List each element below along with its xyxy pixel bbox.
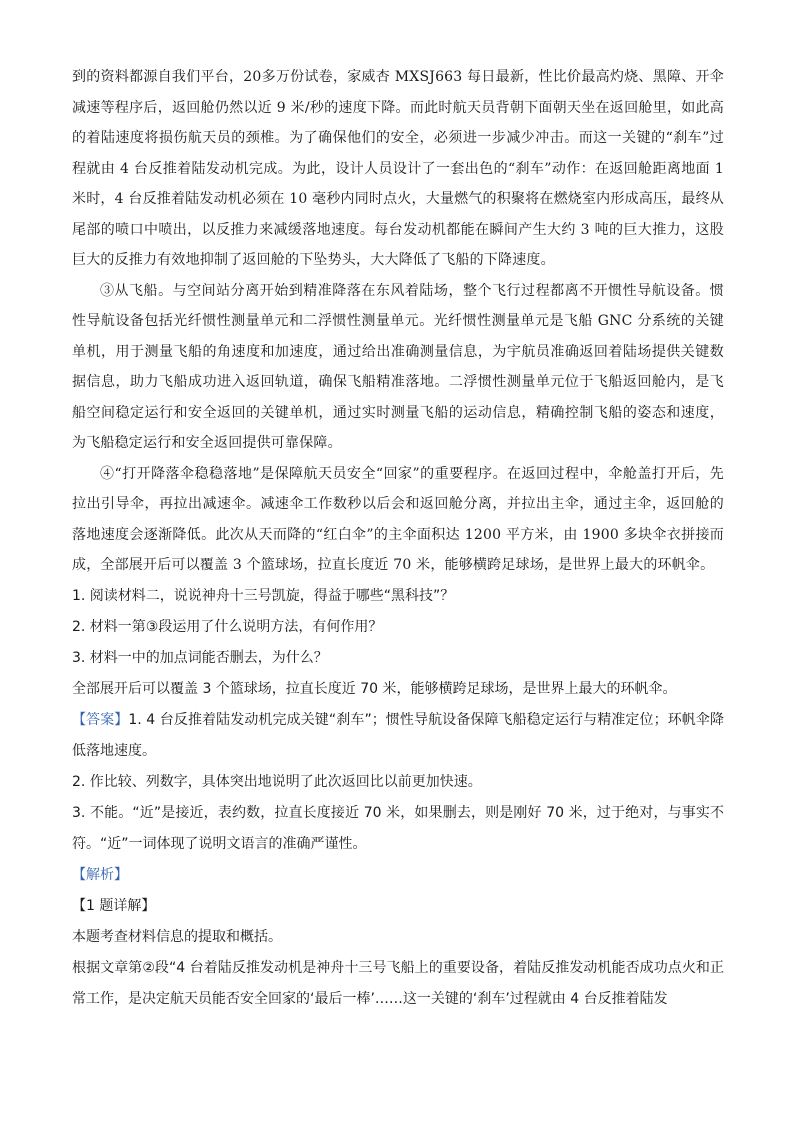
material-paragraph-4: ④“打开降落伞稳稳落地”是保障航天员安全“回家”的重要程序。在返回过程中，伞舱盖打开后，先拉出引导伞，再拉出减速伞。减速伞工作数秒以后会和返回舱分离，并拉出主伞，通过主伞，返回舱的落地速度会逐渐降低。此次从天而降的“红白伞”的主伞面积达 1200 平方米，由 1900 多块伞衣拼接而成，全部展开后可以覆盖 3 个篮球场，拉直长度近 70 米，能够横跨足球场，是世界上最大的环帆伞。 — [72, 465, 724, 573]
quoted-sentence: 全部展开后可以覆盖 3 个篮球场，拉直长度近 70 米，能够横跨足球场，是世界上最大的环帆伞。 — [72, 680, 677, 697]
analysis-label: 【解析】 — [72, 866, 128, 883]
answer-1 — [72, 705, 724, 767]
page-content — [72, 62, 724, 1015]
question-1: 1. 阅读材料二，说说神舟十三号凯旋，得益于哪些“黑科技”？ — [72, 587, 455, 604]
analysis-q1-intro: 本题考查材料信息的提取和概括。 — [72, 928, 282, 945]
answer-1-text: 1. 4 台反推着陆发动机完成关键“刹车”；惯性导航设备保障飞船稳定运行与精准定位；环帆伞降低落地速度。 — [72, 711, 725, 759]
material-paragraph-2: 到的资料都源自我们平台，20多万份试卷，家威杏 MXSJ663 每日最新，性比价最高灼烧、黑障、开伞减速等程序后，返回舱仍然以近 9 米/秒的速度下降。而此时航天员背朝下面朝天坐在返回舱里，如此高的着陆速度将损伤航天员的颈椎。为了确保他们的安全，必须进一步减少冲击。而这一关键的“刹车”过程就由 4 台反推着陆发动机完成。为此，设计人员设计了一套出色的“刹车”动作：在返回舱距离地面 1 米时，4 台反推着陆发动机必须在 10 毫秒内同时点火，大量燃气的积聚将在燃烧室内形成高压，最终从尾部的喷口中喷出，以反推力来减缓落地速度。每台发动机都能在瞬间产生大约 3 吨的巨大推力，这股巨大的反推力有效地抑制了返回舱的下坠势头，大大降低了飞船的下降速度。 — [72, 69, 724, 268]
analysis-q1-heading: 【1 题详解】 — [72, 897, 156, 914]
material-paragraph-3: ③从飞船。与空间站分离开始到精准降落在东风着陆场，整个飞行过程都离不开惯性导航设备。惯性导航设备包括光纤惯性测量单元和二浮惯性测量单元。光纤惯性测量单元是飞船 GNC 分系统的关键单机，用于测量飞船的角速度和加速度，通过给出准确测量信息，为宇航员准确返回着陆场提供关键数据信息，助力飞船成功进入返回轨道，确保飞船精准落地。二浮惯性测量单元位于飞船返回舱内，是飞船空间稳定运行和安全返回的关键单机，通过实时测量飞船的运动信息，精确控制飞船的姿态和速度，为飞船稳定运行和安全返回提供可靠保障。 — [72, 282, 724, 451]
answer-3: 3. 不能。“近”是接近，表约数，拉直长度接近 70 米，如果删去，则是刚好 70 米，过于绝对，与事实不符。“近”一词体现了说明文语言的准确严谨性。 — [72, 804, 724, 852]
answer-label: 【答案】 — [72, 711, 129, 728]
answer-2: 2. 作比较、列数字，具体突出地说明了此次返回比以前更加快速。 — [72, 773, 482, 790]
question-2: 2. 材料一第③段运用了什么说明方法，有何作用？ — [72, 618, 383, 635]
question-3: 3. 材料一中的加点词能否删去，为什么？ — [72, 649, 328, 666]
analysis-q1-body: 根据文章第②段“4 台着陆反推发动机是神舟十三号飞船上的重要设备，着陆反推发动机能否成功点火和正常工作，是决定航天员能否安全回家的‘最后一棒’……这一关键的‘刹车’过程就由 4 台反推着陆发 — [72, 959, 724, 1007]
